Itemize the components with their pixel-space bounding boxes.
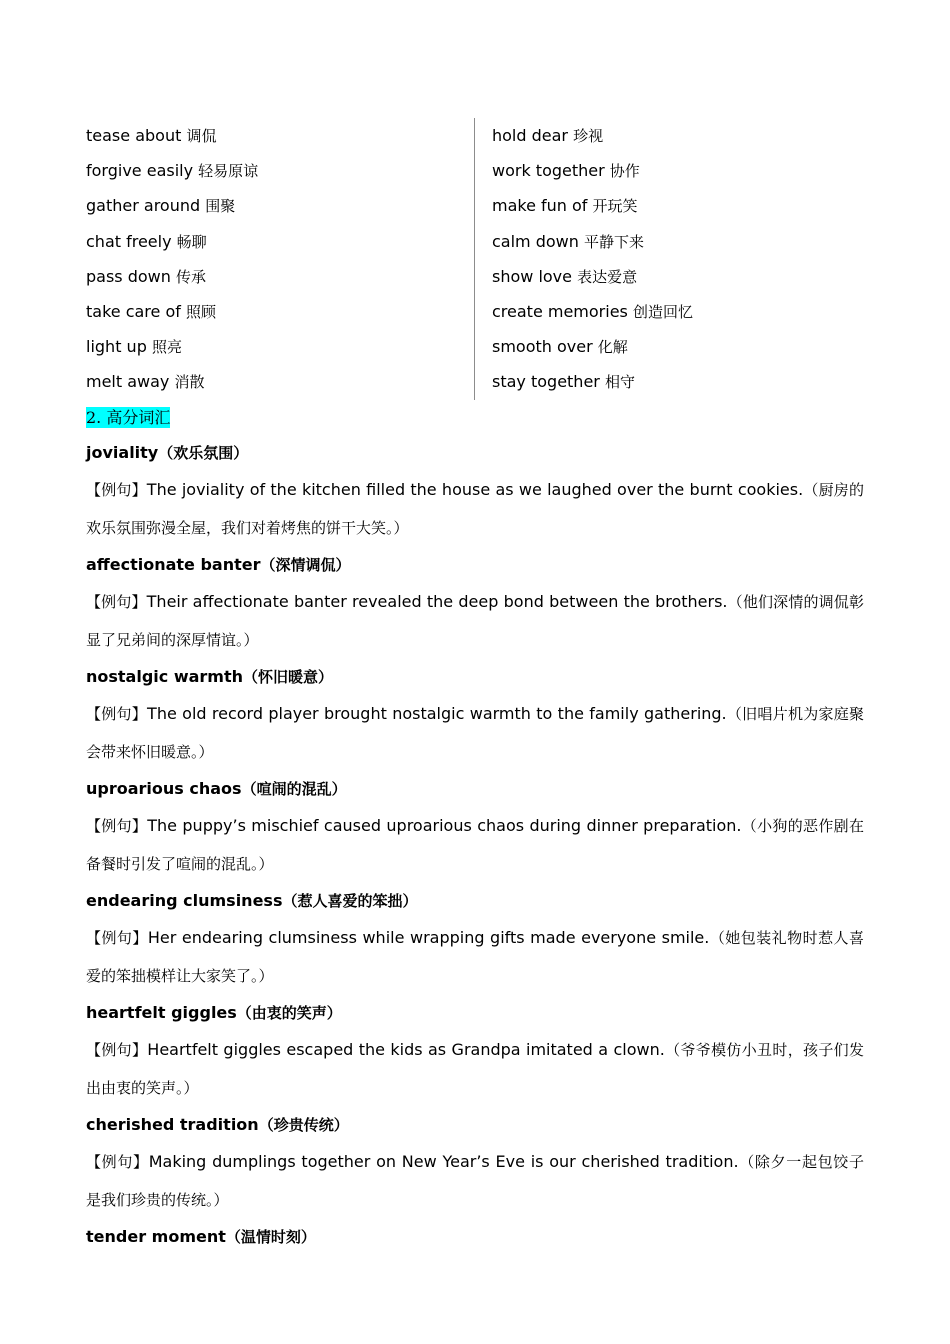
phrase-row <box>86 364 474 399</box>
term-en: nostalgic warmth <box>86 666 244 686</box>
phrase-en: hold dear <box>492 126 568 145</box>
phrase-zh: 平静下来 <box>583 232 644 251</box>
term-zh: （深情调侃） <box>260 555 351 574</box>
phrase-zh: 开玩笑 <box>592 197 638 216</box>
phrase-en: chat freely <box>86 231 172 251</box>
phrase-row <box>492 364 864 399</box>
example-marker: 【例句】 <box>86 592 147 611</box>
example-sentence <box>86 1143 864 1219</box>
term-zh: （喧闹的混乱） <box>241 779 347 798</box>
example-sentence <box>86 583 864 659</box>
document-page <box>86 118 864 1255</box>
example-en: Their affectionate banter revealed the deep bond between the brothers. <box>146 591 728 611</box>
example-translation: （爷爷模仿小丑时，孩子们发出由衷的笑声。） <box>86 1040 864 1097</box>
phrase-row <box>86 259 474 294</box>
example-sentence <box>86 695 864 771</box>
phrase-zh: 畅聊 <box>176 232 207 251</box>
example-en: The joviality of the kitchen filled the house as we laughed over the burnt cookies. <box>146 479 804 499</box>
phrase-en: gather around <box>86 196 201 216</box>
phrase-row <box>86 118 474 153</box>
phrase-zh: 照亮 <box>151 338 182 357</box>
example-marker: 【例句】 <box>86 480 147 499</box>
example-en: The puppy’s mischief caused uproarious chaos during dinner preparation. <box>147 815 742 835</box>
phrase-en: calm down <box>492 231 579 251</box>
term-zh: （欢乐氛围） <box>158 443 249 462</box>
phrase-zh: 珍视 <box>573 127 604 145</box>
example-translation: （厨房的欢乐氛围弥漫全屋，我们对着烤焦的饼干大笑。） <box>86 480 864 537</box>
phrase-zh: 相守 <box>604 373 635 392</box>
vocab-term <box>86 771 864 807</box>
phrase-row <box>86 188 474 223</box>
term-en: uproarious chaos <box>86 778 242 798</box>
phrase-row <box>492 259 864 294</box>
example-marker: 【例句】 <box>86 1152 149 1171</box>
example-translation: （旧唱片机为家庭聚会带来怀旧暖意。） <box>86 704 864 761</box>
example-en: Her endearing clumsiness while wrapping gifts made everyone smile. <box>147 927 710 947</box>
term-zh: （由衷的笑声） <box>236 1003 342 1022</box>
example-translation: （除夕一起包饺子是我们珍贵的传统。） <box>86 1152 864 1209</box>
vocab-term <box>86 435 864 471</box>
example-translation: （他们深情的调侃彰显了兄弟间的深厚情谊。） <box>86 592 864 649</box>
phrase-en: melt away <box>86 372 170 392</box>
phrase-row <box>492 118 864 153</box>
phrase-en: stay together <box>492 372 600 392</box>
example-marker: 【例句】 <box>86 816 148 835</box>
term-en: tender moment <box>86 1226 226 1246</box>
phrase-en: work together <box>492 161 605 181</box>
term-en: affectionate banter <box>86 554 261 574</box>
example-sentence <box>86 807 864 883</box>
phrase-en: create memories <box>492 301 628 321</box>
vocab-term <box>86 659 864 695</box>
phrase-en: take care of <box>86 301 181 321</box>
phrase-zh: 化解 <box>597 338 628 357</box>
phrase-column-left <box>86 118 475 400</box>
vocab-term <box>86 883 864 919</box>
phrase-table <box>86 118 864 400</box>
phrase-row <box>86 329 474 364</box>
vocab-term <box>86 1107 864 1143</box>
example-en: Heartfelt giggles escaped the kids as Grandpa imitated a clown. <box>147 1039 665 1059</box>
phrase-row <box>492 153 864 188</box>
phrase-row <box>492 224 864 259</box>
example-marker: 【例句】 <box>86 704 148 723</box>
phrase-column-right <box>475 118 864 400</box>
phrase-row <box>86 294 474 329</box>
phrase-zh: 轻易原谅 <box>198 162 259 181</box>
phrase-en: light up <box>86 337 147 357</box>
phrase-row <box>492 294 864 329</box>
example-en: Making dumplings together on New Year’s Eve is our cherished tradition. <box>148 1151 739 1171</box>
section-heading-text: 2. 高分词汇 <box>86 407 171 427</box>
phrase-zh: 照顾 <box>185 302 216 321</box>
phrase-row <box>86 224 474 259</box>
phrase-en: pass down <box>86 266 171 286</box>
phrase-en: forgive easily <box>86 161 194 181</box>
example-translation: （她包装礼物时惹人喜爱的笨拙模样让大家笑了。） <box>86 928 864 985</box>
phrase-row <box>86 153 474 188</box>
phrase-en: tease about <box>86 126 182 145</box>
example-sentence <box>86 1031 864 1107</box>
term-en: heartfelt giggles <box>86 1002 237 1022</box>
term-zh: （珍贵传统） <box>258 1115 349 1134</box>
phrase-zh: 消散 <box>174 373 205 392</box>
phrase-en: show love <box>492 266 572 286</box>
term-en: joviality <box>86 442 159 462</box>
phrase-en: smooth over <box>492 337 593 357</box>
example-translation: （小狗的恶作剧在备餐时引发了喧闹的混乱。） <box>86 816 864 873</box>
example-en: The old record player brought nostalgic warmth to the family gathering. <box>147 703 727 723</box>
term-zh: （惹人喜爱的笨拙） <box>282 891 418 910</box>
section-heading <box>86 401 864 435</box>
phrase-zh: 表达爱意 <box>577 267 638 286</box>
term-en: cherished tradition <box>86 1114 259 1134</box>
phrase-zh: 传承 <box>175 267 206 286</box>
term-zh: （怀旧暖意） <box>243 667 334 686</box>
phrase-row <box>492 188 864 223</box>
term-zh: （温情时刻） <box>225 1227 316 1246</box>
vocab-term <box>86 547 864 583</box>
term-en: endearing clumsiness <box>86 890 283 910</box>
vocab-term <box>86 1219 864 1255</box>
phrase-zh: 调侃 <box>186 127 217 145</box>
example-sentence <box>86 919 864 995</box>
phrase-zh: 创造回忆 <box>632 302 693 321</box>
phrase-row <box>492 329 864 364</box>
example-sentence <box>86 471 864 547</box>
phrase-en: make fun of <box>492 196 588 216</box>
phrase-zh: 协作 <box>609 162 640 181</box>
example-marker: 【例句】 <box>86 928 148 947</box>
phrase-zh: 围聚 <box>205 197 236 216</box>
example-marker: 【例句】 <box>86 1040 148 1059</box>
vocab-term <box>86 995 864 1031</box>
